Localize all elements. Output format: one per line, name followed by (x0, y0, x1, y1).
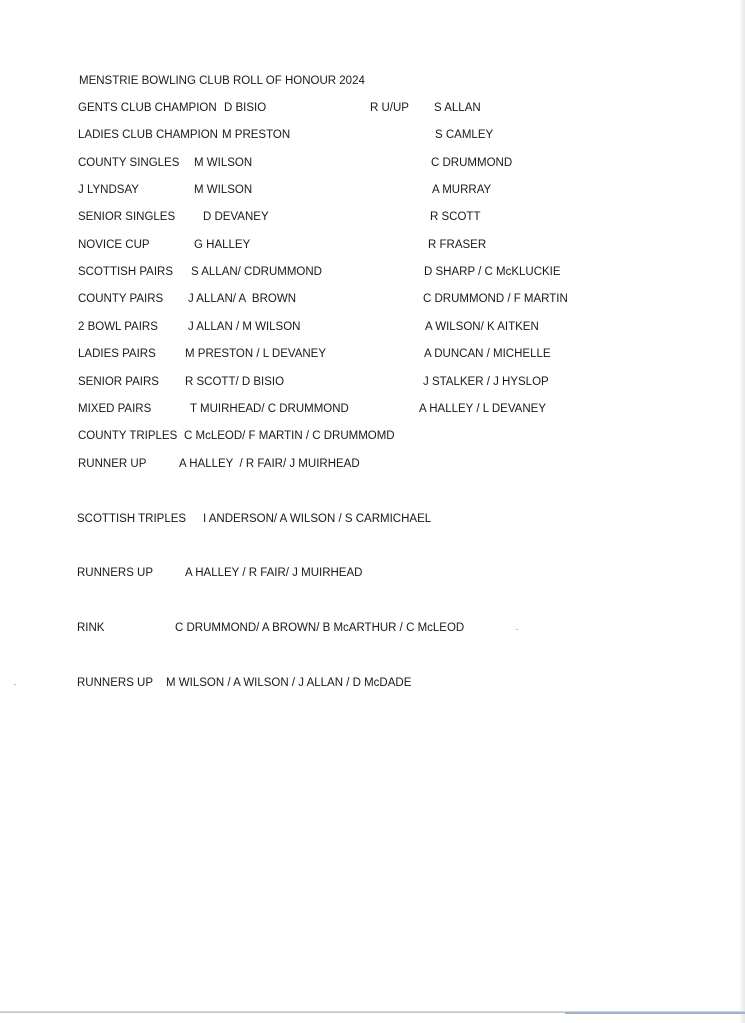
event-label: MIXED PAIRS (78, 403, 152, 415)
page-bottom-edge-accent (565, 1012, 745, 1014)
winner-name: C McLEOD/ F MARTIN / C DRUMMOMD (184, 430, 395, 442)
winner-name: M PRESTON (222, 129, 291, 141)
winner-name: G HALLEY (194, 239, 251, 251)
winner-name: R SCOTT/ D BISIO (185, 376, 285, 388)
runner-up-name: C DRUMMOND (431, 157, 513, 169)
event-label: SENIOR PAIRS (78, 376, 159, 388)
winner-name: M WILSON / A WILSON / J ALLAN / D McDADE (166, 677, 412, 689)
runner-up-name: S ALLAN (434, 102, 481, 114)
runner-up-name: A MURRAY (432, 184, 492, 196)
event-label: COUNTY SINGLES (78, 157, 180, 169)
event-label: LADIES CLUB CHAMPION (78, 129, 218, 141)
winner-name: A HALLEY / R FAIR/ J MUIRHEAD (185, 567, 363, 579)
winner-name: J ALLAN / M WILSON (188, 321, 301, 333)
winner-name: M WILSON (194, 157, 253, 169)
runner-up-name: R SCOTT (430, 211, 481, 223)
runner-up-name: A WILSON/ K AITKEN (425, 321, 539, 333)
event-label: SCOTTISH TRIPLES (77, 513, 187, 525)
winner-name: S ALLAN/ CDRUMMOND (191, 266, 322, 278)
runner-up-name: R FRASER (428, 239, 487, 251)
winner-name: D DEVANEY (203, 211, 269, 223)
winner-name: I ANDERSON/ A WILSON / S CARMICHAEL (203, 513, 432, 525)
event-label: SENIOR SINGLES (78, 211, 176, 223)
scan-speck (516, 629, 518, 630)
winner-name: J ALLAN/ A BROWN (188, 293, 297, 305)
event-label: SCOTTISH PAIRS (78, 266, 173, 278)
scan-speck (14, 684, 16, 685)
winner-name: T MUIRHEAD/ C DRUMMOND (190, 403, 349, 415)
winner-name: M WILSON (194, 184, 253, 196)
runner-up-name: C DRUMMOND / F MARTIN (423, 293, 568, 305)
event-label: RINK (77, 622, 105, 634)
event-label: RUNNERS UP (77, 677, 154, 689)
event-label: LADIES PAIRS (78, 348, 156, 360)
winner-name: D BISIO (224, 102, 267, 114)
event-label: COUNTY TRIPLES (78, 430, 178, 442)
runner-up-name: J STALKER / J HYSLOP (423, 376, 549, 388)
winner-name: M PRESTON / L DEVANEY (185, 348, 327, 360)
event-label: COUNTY PAIRS (78, 293, 164, 305)
event-label: J LYNDSAY (78, 184, 139, 196)
runner-up-name: S CAMLEY (435, 129, 494, 141)
winner-name: A HALLEY / R FAIR/ J MUIRHEAD (179, 458, 360, 470)
winner-name: C DRUMMOND/ A BROWN/ B McARTHUR / C McLEOD (175, 622, 465, 634)
page-edge-shadow (739, 0, 745, 1023)
event-label: 2 BOWL PAIRS (78, 321, 158, 333)
runner-up-name: A DUNCAN / MICHELLE (424, 348, 551, 360)
runner-up-header: R U/UP (370, 102, 409, 114)
event-label: GENTS CLUB CHAMPION (78, 102, 217, 114)
runner-up-name: A HALLEY / L DEVANEY (419, 403, 546, 415)
event-label: NOVICE CUP (78, 239, 150, 251)
runner-up-name: D SHARP / C McKLUCKIE (424, 266, 561, 278)
event-label: RUNNERS UP (77, 567, 154, 579)
event-label: RUNNER UP (78, 458, 147, 470)
page-title: MENSTRIE BOWLING CLUB ROLL OF HONOUR 2024 (79, 75, 365, 87)
